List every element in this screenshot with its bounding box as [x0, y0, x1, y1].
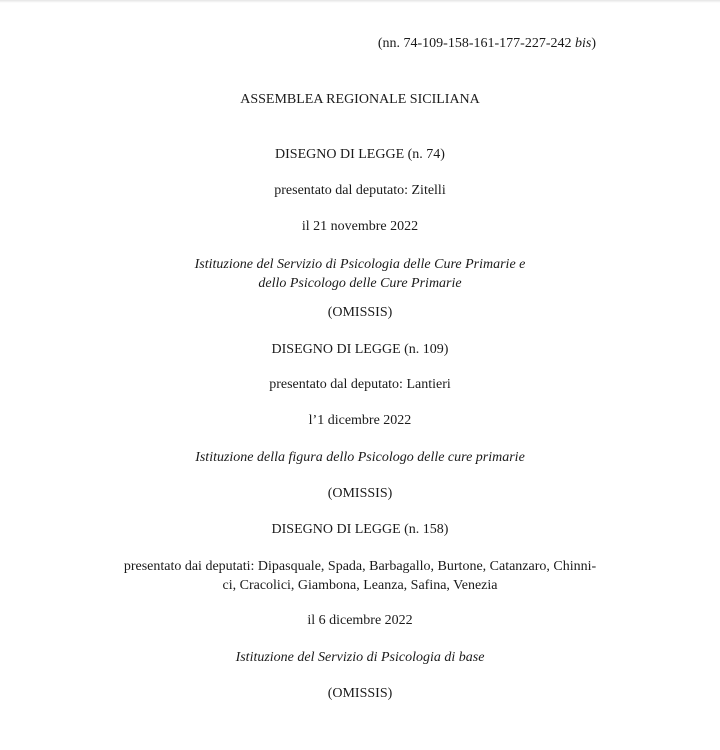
bill-omissis: (OMISSIS) — [327, 305, 393, 320]
bill-date: il 21 novembre 2022 — [301, 219, 419, 234]
bill-heading: DISEGNO DI LEGGE (n. 109) — [271, 342, 449, 357]
assembly-title: ASSEMBLEA REGIONALE SICILIANA — [240, 92, 480, 107]
bill-omissis: (OMISSIS) — [327, 486, 393, 501]
bill-presenter — [0, 557, 720, 595]
bill-presenter-line: ci, Cracolici, Giambona, Leanza, Safina, Venezia — [222, 578, 498, 593]
bill-omissis: (OMISSIS) — [327, 686, 393, 701]
bill-reference-numbers — [378, 35, 596, 53]
bill-date: il 6 dicembre 2022 — [307, 613, 413, 628]
bill-heading: DISEGNO DI LEGGE (n. 74) — [275, 147, 445, 162]
bill-heading: DISEGNO DI LEGGE (n. 158) — [271, 522, 449, 537]
reference-suffix: bis — [574, 36, 592, 51]
bill-title — [0, 255, 720, 293]
reference-numbers: (nn. 74-109-158-161-177-227-242 — [377, 36, 572, 51]
bill-title-line: Istituzione del Servizio di Psicologia delle Cure Primarie e — [194, 257, 526, 272]
page-top-edge — [0, 0, 720, 3]
bill-date: l’1 dicembre 2022 — [308, 413, 412, 428]
bill-presenter-line: presentato dai deputati: Dipasquale, Spada, Barbagallo, Burtone, Catanzaro, Chinni- — [123, 559, 597, 574]
bill-presenter: presentato dal deputato: Lantieri — [269, 377, 451, 392]
bill-title: Istituzione del Servizio di Psicologia di base — [235, 650, 485, 665]
reference-close: ) — [591, 36, 596, 51]
bill-title-line: dello Psicologo delle Cure Primarie — [258, 276, 462, 291]
bill-presenter: presentato dal deputato: Zitelli — [274, 183, 446, 198]
bill-title: Istituzione della figura dello Psicologo delle cure primarie — [195, 450, 525, 465]
